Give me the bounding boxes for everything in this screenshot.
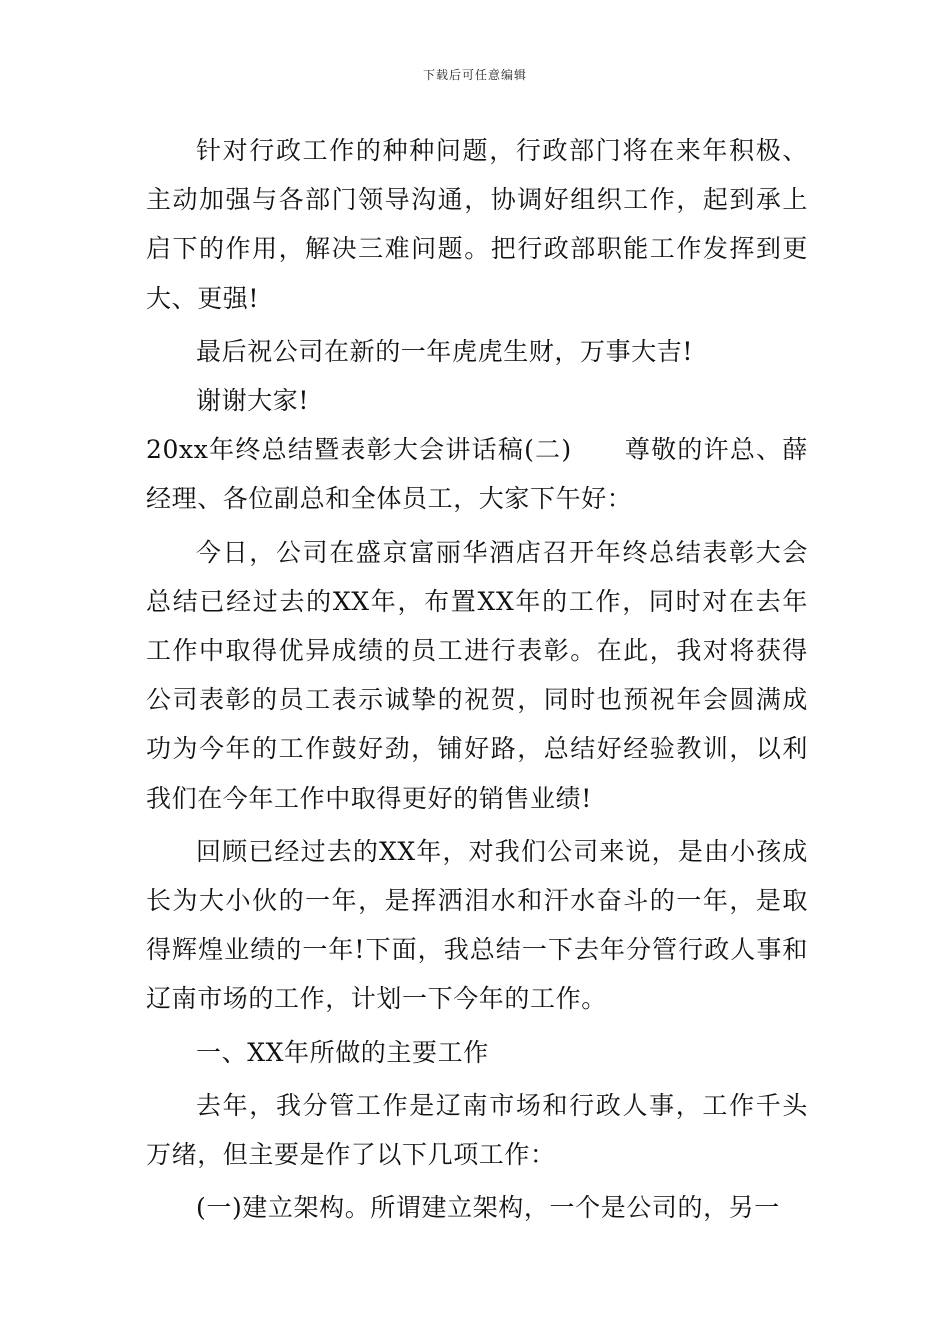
section-heading-main-work: 一、XX年所做的主要工作 <box>196 1037 489 1067</box>
paragraph-year-review: 回顾已经过去的XX年，对我们公司来说，是由小孩成长为大小伙的一年，是挥洒泪水和汗水奋斗的一年，是取得辉煌业绩的一年!下面，我总结一下去年分管行政人事和辽南市场的工作，计划一下今年的工作。 <box>146 836 808 1014</box>
paragraph-thanks: 谢谢大家! <box>196 386 310 416</box>
paragraph-build-structure: (一)建立架构。所谓建立架构，一个是公司的，另一 <box>196 1193 780 1223</box>
paragraph-new-year-wish: 最后祝公司在新的一年虎虎生财，万事大吉! <box>196 336 694 366</box>
document-body <box>146 126 808 1232</box>
paragraph-meeting-intro: 今日，公司在盛京富丽华酒店召开年终总结表彰大会总结已经过去的XX年，布置XX年的工作，同时对在去年工作中取得优异成绩的员工进行表彰。在此，我对将获得公司表彰的员工表示诚挚的祝贺，同时也预祝年会圆满成功为今年的工作鼓好劲，铺好路，总结好经验教训，以利我们在今年工作中取得更好的销售业绩! <box>146 537 808 813</box>
header-note: 下载后可任意编辑 <box>422 68 527 82</box>
paragraph-speech-title: 20xx年终总结暨表彰大会讲话稿(二) 尊敬的许总、薛经理、各位副总和全体员工，大家下午好： <box>146 435 808 514</box>
paragraph-work-overview: 去年，我分管工作是辽南市场和行政人事，工作千头万绪，但主要是作了以下几项工作： <box>146 1090 808 1170</box>
paragraph-admin-problems: 针对行政工作的种种问题，行政部门将在来年积极、主动加强与各部门领导沟通，协调好组织工作，起到承上启下的作用，解决三难问题。把行政部职能工作发挥到更大、更强! <box>146 136 808 313</box>
